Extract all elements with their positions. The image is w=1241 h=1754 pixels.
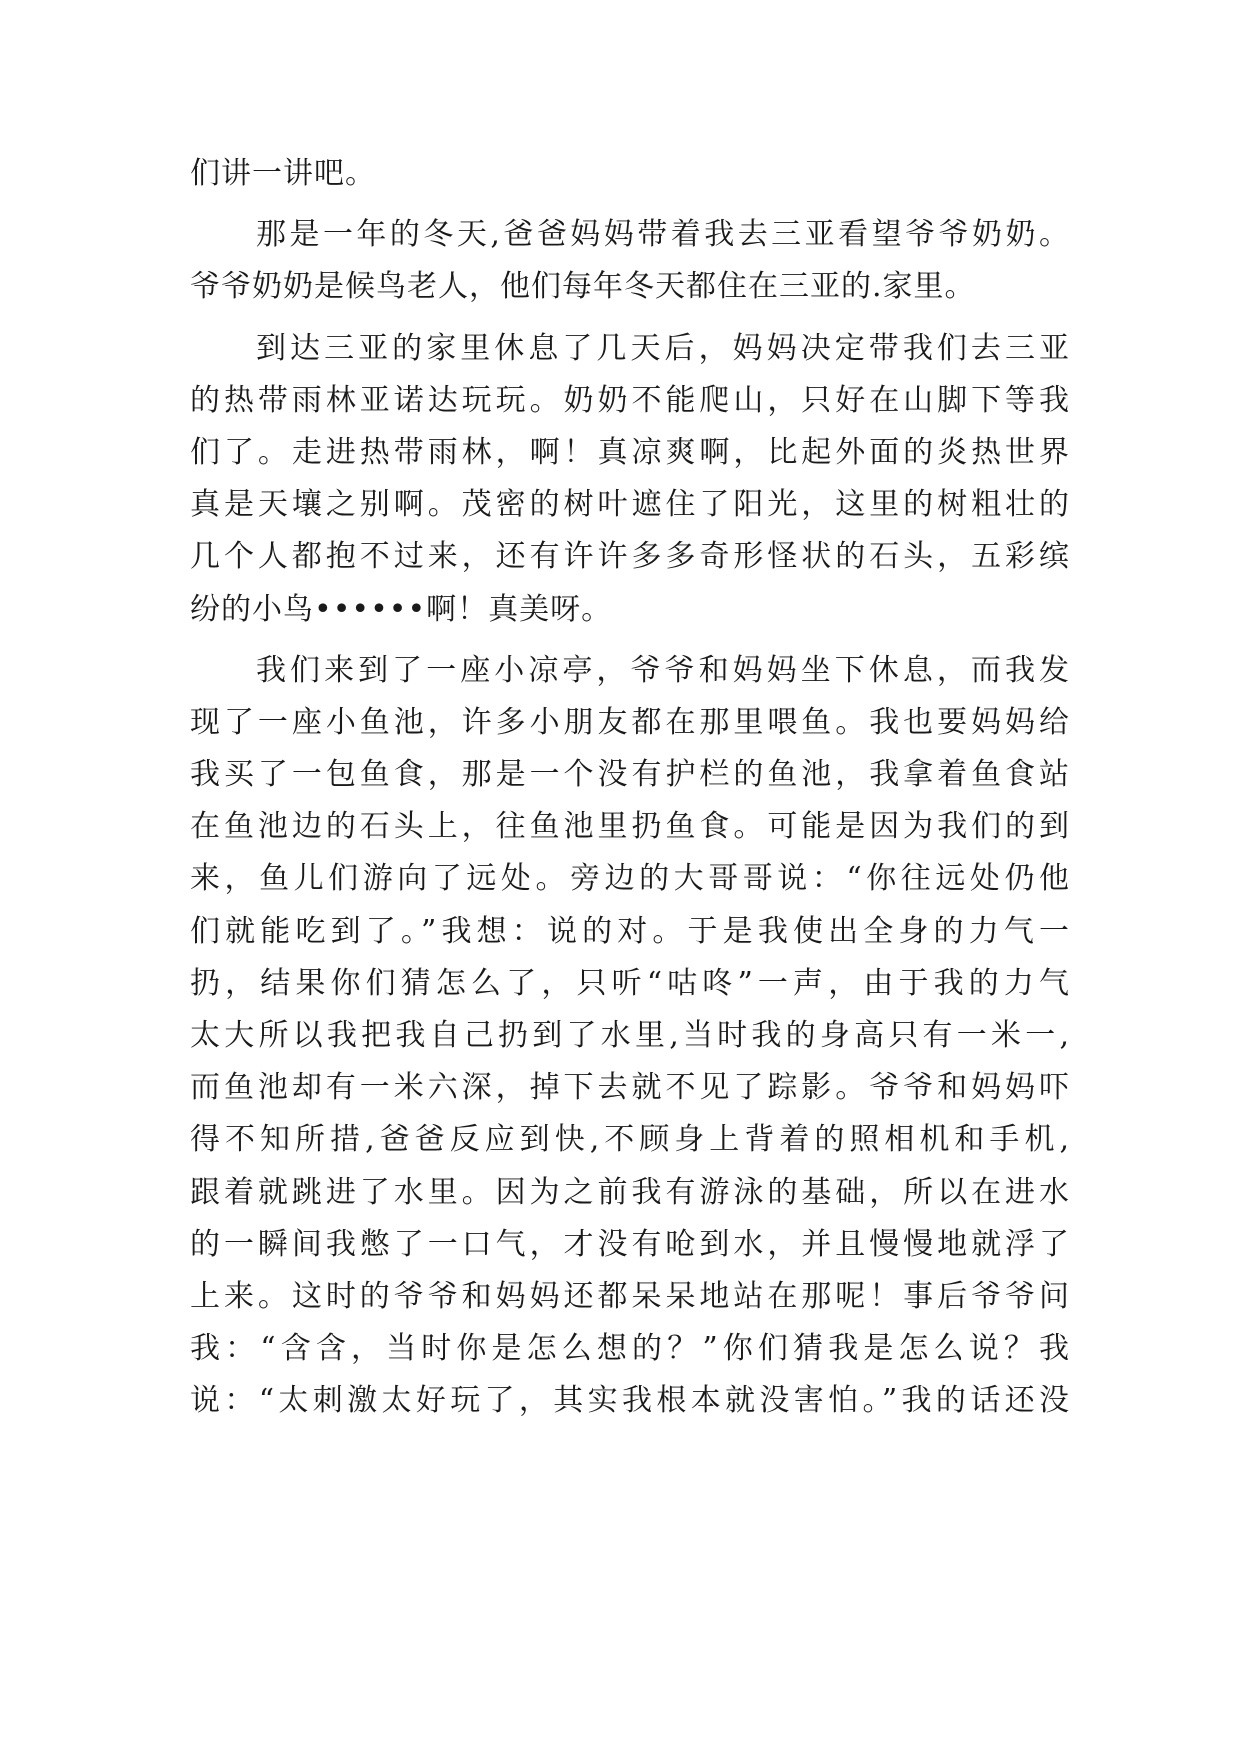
text-line: 上来。这时的爷爷和妈妈还都呆呆地站在那呢！事后爷爷问: [190, 1278, 1070, 1314]
text-line: 得不知所措,爸爸反应到快,不顾身上背着的照相机和手机,: [190, 1122, 1070, 1158]
text-line: 而鱼池却有一米六深，掉下去就不见了踪影。爷爷和妈妈吓: [190, 1070, 1070, 1106]
text-line: 太大所以我把我自己扔到了水里,当时我的身高只有一米一,: [190, 1018, 1070, 1053]
text-line: 的一瞬间我憋了一口气，才没有呛到水，并且慢慢地就浮了: [190, 1226, 1070, 1262]
text-line: 在鱼池边的石头上，往鱼池里扔鱼食。可能是因为我们的到: [190, 809, 1070, 845]
text-line: 纷的小鸟••••••啊！真美呀。: [190, 591, 613, 627]
body-text: [190, 148, 1070, 1428]
text-line: 现了一座小鱼池，许多小朋友都在那里喂鱼。我也要妈妈给: [190, 704, 1070, 740]
text-line: 们了。走进热带雨林，啊！真凉爽啊，比起外面的炎热世界: [190, 434, 1070, 470]
text-line: 几个人都抱不过来，还有许许多多奇形怪状的石头，五彩缤: [190, 539, 1070, 575]
text-line: 跟着就跳进了水里。因为之前我有游泳的基础，所以在进水: [190, 1174, 1070, 1210]
text-line: 说：“太刺激太好玩了，其实我根本就没害怕。”我的话还没: [190, 1383, 1070, 1419]
text-line: 爷爷奶奶是候鸟老人，他们每年冬天都住在三亚的.家里。: [190, 269, 976, 305]
text-line: 我们来到了一座小凉亭，爷爷和妈妈坐下休息，而我发: [256, 652, 1070, 688]
text-line: 我买了一包鱼食，那是一个没有护栏的鱼池，我拿着鱼食站: [190, 757, 1070, 793]
text-line: 那是一年的冬天,爸爸妈妈带着我去三亚看望爷爷奶奶。: [256, 217, 1070, 253]
text-line: 们就能吃到了。”我想：说的对。于是我使出全身的力气一: [190, 913, 1070, 949]
text-line: 扔，结果你们猜怎么了，只听“咕咚”一声，由于我的力气: [190, 965, 1070, 1001]
text-line: 真是天壤之别啊。茂密的树叶遮住了阳光，这里的树粗壮的: [190, 487, 1070, 523]
text-line: 的热带雨林亚诺达玩玩。奶奶不能爬山，只好在山脚下等我: [190, 382, 1070, 418]
text-line: 们讲一讲吧。: [190, 156, 376, 191]
text-line: 到达三亚的家里休息了几天后，妈妈决定带我们去三亚: [256, 330, 1070, 366]
text-line: 来，鱼儿们游向了远处。旁边的大哥哥说：“你往远处仍他: [190, 861, 1070, 897]
text-line: 我：“含含，当时你是怎么想的？”你们猜我是怎么说？我: [190, 1331, 1070, 1367]
